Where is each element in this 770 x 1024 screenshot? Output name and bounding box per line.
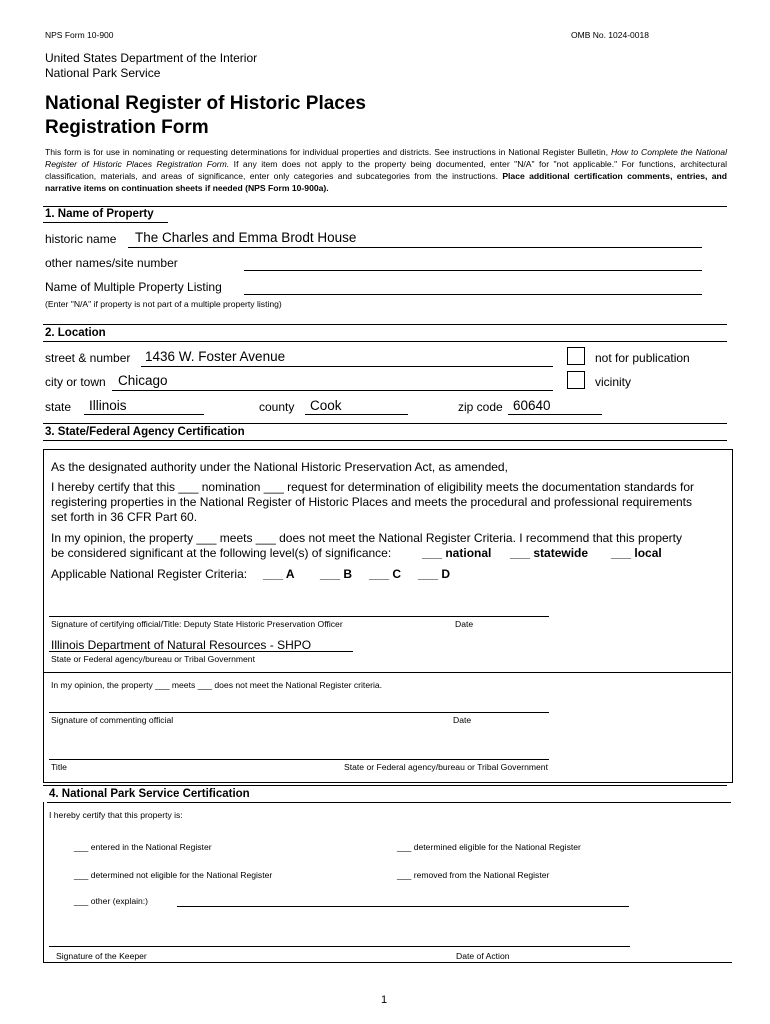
- city-field[interactable]: Chicago: [118, 373, 168, 388]
- field-underline: [244, 294, 702, 295]
- section-divider: [43, 423, 727, 424]
- instructions-text-1: This form is for use in nominating or requesting determinations for individual properties and districts. See instructions in National Register Bulletin,: [45, 147, 611, 157]
- option-entered[interactable]: ___ entered in the National Register: [74, 842, 212, 852]
- service-name: National Park Service: [45, 66, 161, 80]
- certify-line3: set forth in 36 CFR Part 60.: [51, 510, 198, 524]
- commenting-agency-label: State or Federal agency/bureau or Tribal Government: [344, 762, 548, 772]
- other-names-label: other names/site number: [45, 256, 178, 270]
- signature-line[interactable]: [49, 712, 549, 713]
- date-of-action-label: Date of Action: [456, 951, 510, 961]
- section-divider: [43, 324, 727, 325]
- omb-number: OMB No. 1024-0018: [571, 30, 649, 40]
- field-underline: [49, 651, 353, 652]
- field-underline: [508, 414, 602, 415]
- certify-line2: registering properties in the National Register of Historic Places and meets the procedural and professional requirements: [51, 495, 692, 509]
- zip-label: zip code: [458, 400, 503, 414]
- multiple-listing-note: (Enter "N/A" if property is not part of a multiple property listing): [45, 299, 282, 309]
- section4-title: 4. National Park Service Certification: [49, 788, 250, 800]
- keeper-signature-label: Signature of the Keeper: [56, 951, 147, 961]
- other-explain-line[interactable]: [177, 906, 629, 907]
- vicinity-checkbox[interactable]: [567, 371, 585, 389]
- option-other[interactable]: ___ other (explain:): [74, 896, 149, 906]
- certifying-signature-label: Signature of certifying official/Title: Deputy State Historic Preservation Officer: [51, 619, 343, 629]
- form-instructions: [45, 146, 727, 194]
- form-number: NPS Form 10-900: [45, 30, 114, 40]
- criteria-a[interactable]: ___ A: [263, 567, 295, 581]
- opinion-line2: be considered significant at the following level(s) of significance:: [51, 546, 392, 560]
- agency-label: State or Federal agency/bureau or Tribal Government: [51, 654, 255, 664]
- criteria-b[interactable]: ___ B: [320, 567, 353, 581]
- zip-field[interactable]: 60640: [513, 398, 551, 413]
- section-divider: [43, 785, 727, 786]
- signature-line[interactable]: [49, 616, 549, 617]
- criteria-c[interactable]: ___ C: [369, 567, 402, 581]
- state-field[interactable]: Illinois: [89, 398, 127, 413]
- historic-name-field[interactable]: The Charles and Emma Brodt House: [135, 230, 357, 245]
- not-for-publication-checkbox[interactable]: [567, 347, 585, 365]
- street-label: street & number: [45, 351, 131, 365]
- certifying-date-label: Date: [455, 619, 474, 629]
- section-title-underline: [43, 341, 727, 342]
- commenting-signature-label: Signature of commenting official: [51, 715, 174, 725]
- opinion-line1: In my opinion, the property ___ meets ___ does not meet the National Register Criteria. I recommend that this property: [51, 531, 682, 545]
- criteria-label: Applicable National Register Criteria:: [51, 567, 248, 581]
- page-number: 1: [381, 994, 388, 1006]
- level-local[interactable]: ___ local: [611, 546, 662, 560]
- title-label: Title: [51, 762, 67, 772]
- certify-line1: I hereby certify that this ___ nomination ___ request for determination of eligibility meets the documentation standards for: [51, 480, 695, 494]
- commenting-opinion: In my opinion, the property ___ meets ___ does not meet the National Register criteria.: [51, 680, 383, 690]
- option-determined-eligible[interactable]: ___ determined eligible for the National Register: [397, 842, 581, 852]
- field-underline: [112, 390, 553, 391]
- section2-title: 2. Location: [45, 327, 106, 339]
- form-title-line2: Registration Form: [45, 117, 209, 138]
- level-statewide[interactable]: ___ statewide: [510, 546, 589, 560]
- criteria-d[interactable]: ___ D: [418, 567, 451, 581]
- field-underline: [305, 414, 408, 415]
- inner-divider: [43, 672, 731, 673]
- option-removed[interactable]: ___ removed from the National Register: [397, 870, 550, 880]
- nps-certify: I hereby certify that this property is:: [49, 810, 183, 820]
- multiple-listing-label: Name of Multiple Property Listing: [45, 280, 222, 294]
- field-underline: [84, 414, 204, 415]
- section-title-underline: [43, 222, 168, 223]
- department-name: United States Department of the Interior: [45, 51, 258, 65]
- not-for-publication-label: not for publication: [595, 351, 690, 365]
- field-underline: [244, 270, 702, 271]
- section3-title: 3. State/Federal Agency Certification: [45, 426, 245, 438]
- historic-name-label: historic name: [45, 232, 117, 246]
- section-title-underline: [43, 440, 727, 441]
- commenting-date-label: Date: [453, 715, 472, 725]
- instructions-bulletin-title: How to Complete the National Register of Historic Places Registration Form.: [45, 147, 727, 169]
- county-field[interactable]: Cook: [310, 398, 342, 413]
- city-label: city or town: [45, 375, 106, 389]
- street-field[interactable]: 1436 W. Foster Avenue: [145, 349, 286, 364]
- level-national[interactable]: ___ national: [422, 546, 492, 560]
- state-label: state: [45, 400, 72, 414]
- vicinity-label: vicinity: [595, 375, 632, 389]
- county-label: county: [259, 400, 295, 414]
- field-underline: [141, 366, 553, 367]
- field-underline: [128, 247, 702, 248]
- agency-field[interactable]: Illinois Department of Natural Resources - SHPO: [51, 638, 312, 652]
- option-not-eligible[interactable]: ___ determined not eligible for the National Register: [74, 870, 273, 880]
- instructions-text-2: If any item does not apply to the property being documented, enter "N/A" for "not applicable." For functions, architectural classification, materials, and areas of significance, enter only categories and subcategories from the instructions.: [45, 159, 728, 181]
- section-divider: [43, 206, 727, 207]
- instructions-bold: Place additional certification comments, entries, and narrative items on continuation sheets if needed (NPS Form 10-900a).: [45, 171, 728, 193]
- title-line[interactable]: [49, 759, 549, 760]
- section1-title: 1. Name of Property: [45, 208, 154, 220]
- authority-statement: As the designated authority under the National Historic Preservation Act, as amended,: [51, 460, 508, 474]
- signature-line[interactable]: [49, 946, 630, 947]
- nps-certification-box: [43, 802, 732, 963]
- form-title-line1: National Register of Historic Places: [45, 93, 366, 114]
